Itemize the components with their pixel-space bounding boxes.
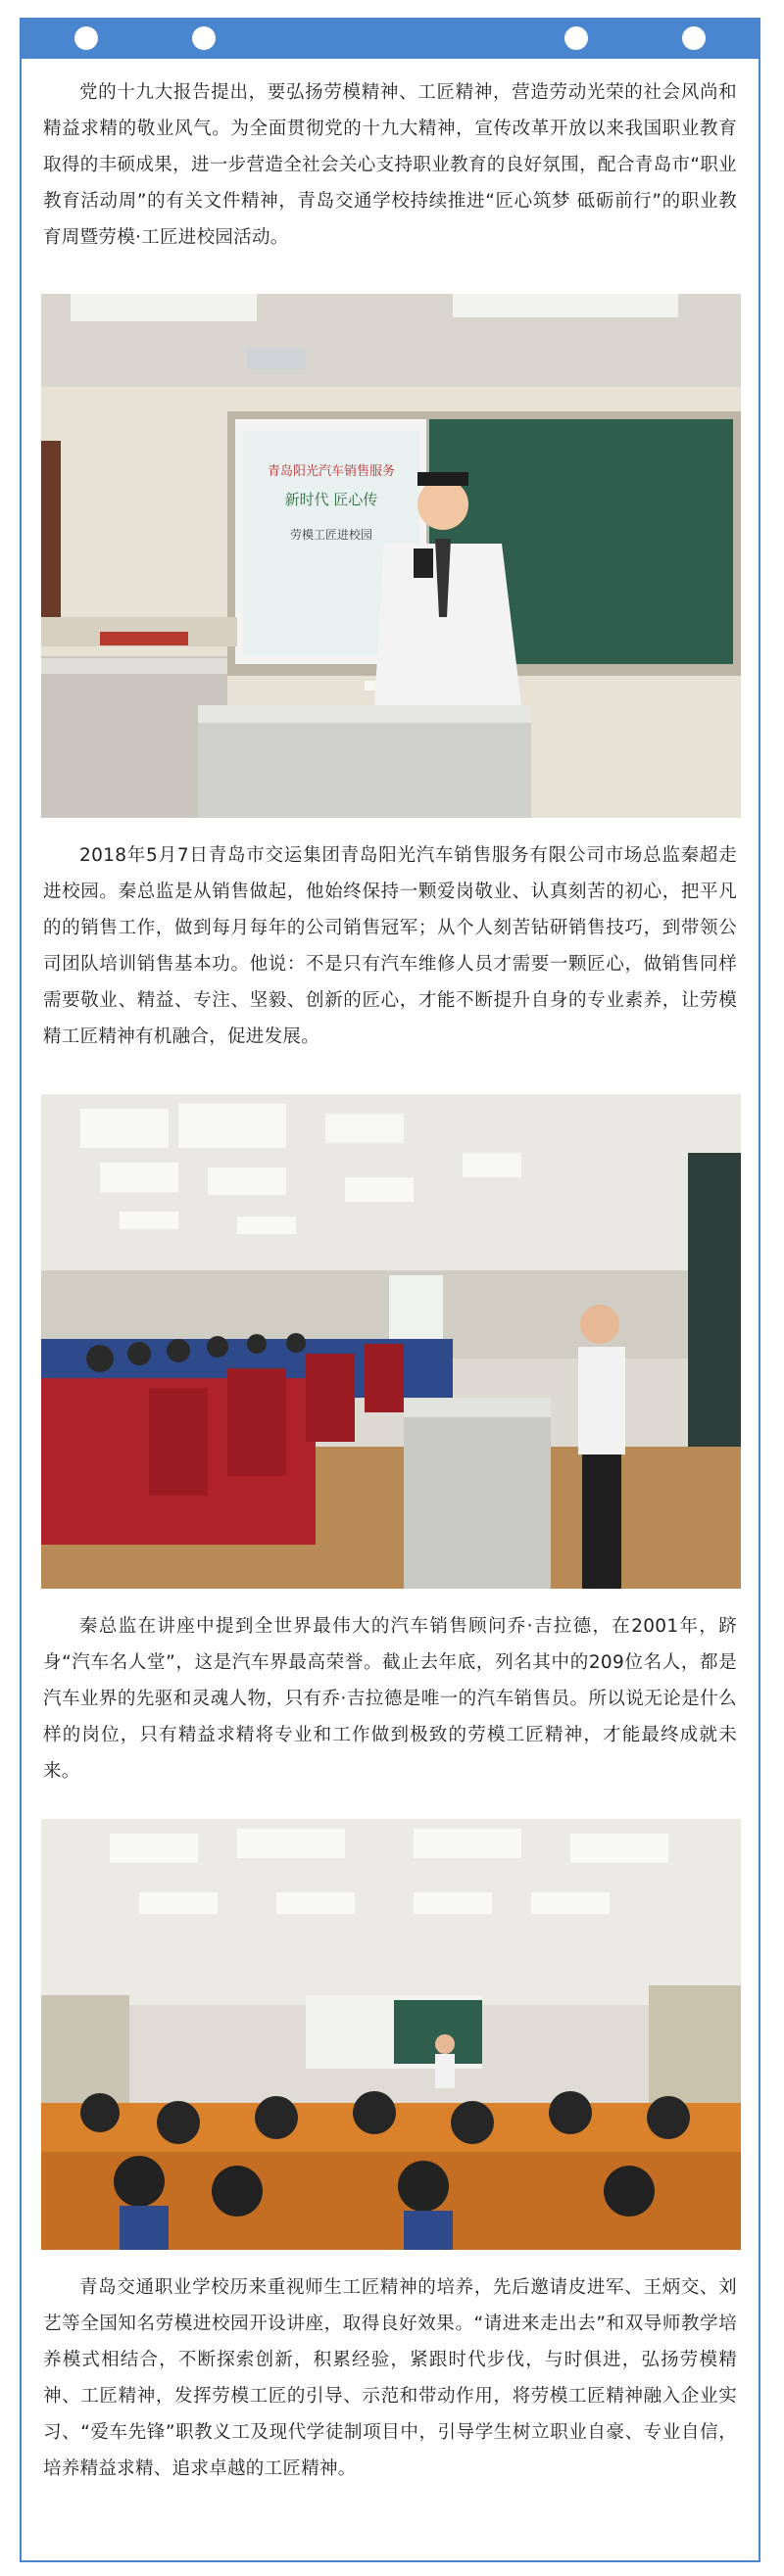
intro-paragraph: 党的十九大报告提出，要弘扬劳模精神、工匠精神，营造劳动光荣的社会风尚和精益求精的敬业风气。为全面贯彻党的十九大精神，宣传改革开放以来我国职业教育取得的丰硕成果，进一步营造全社会关心支持职业教育的良好氛围，配合青岛市“职业教育活动周”的有关文件精神，青岛交通学校持续推进“匠心筑梦 砥砺前行”的职业教育周暨劳模·工匠进校园活动。: [43, 82, 737, 248]
binder-hole-icon: [564, 26, 588, 50]
photo-audience-orange: [41, 1819, 741, 2250]
photo-lecture-hall-red: [41, 1094, 741, 1589]
header-bar: [20, 18, 760, 59]
summary-paragraph: 青岛交通职业学校历来重视师生工匠精神的培养，先后邀请皮进军、王炳交、刘艺等全国知名劳模进校园开设讲座，取得良好效果。“请进来走出去”和双导师教学培养模式相结合，不断探索创新，积累经验，紧跟时代步伐，与时俱进，弘扬劳模精神、工匠精神，发挥劳模工匠的引导、示范和带动作用，将劳模工匠精神融入企业实习、“爱车先锋”职教义工及现代学徒制项目中，引导学生树立职业自豪、专业自信，培养精益求精、追求卓越的工匠精神。: [43, 2277, 737, 2479]
visit-paragraph: 2018年5月7日青岛市交运集团青岛阳光汽车销售服务有限公司市场总监秦超走进校园。秦总监是从销售做起，他始终保持一颗爱岗敬业、认真刻苦的初心，把平凡的的销售工作，做到每月每年的公司销售冠军；从个人刻苦钻研销售技巧，到带领公司团队培训销售基本功。他说：不是只有汽车维修人员才需要一颗匠心，做销售同样需要敬业、精益、专注、坚毅、创新的匠心，才能不断提升自身的专业素养，让劳模精工匠精神有机融合，促进发展。: [43, 845, 737, 1047]
binder-hole-icon: [74, 26, 98, 50]
lecture-paragraph: 秦总监在讲座中提到全世界最伟大的汽车销售顾问乔·吉拉德，在2001年，跻身“汽车名人堂”，这是汽车界最高荣誉。截止去年底，列名其中的209位名人，都是汽车业界的先驱和灵魂人物，只有乔·吉拉德是唯一的汽车销售员。所以说无论是什么样的岗位，只有精益求精将专业和工作做到极致的劳模工匠精神，才能最终成就未来。: [43, 1616, 737, 1782]
photo-speaker-podium: [41, 294, 741, 818]
binder-hole-icon: [192, 26, 216, 50]
binder-hole-icon: [682, 26, 706, 50]
slide-subtitle: 劳模工匠进校园: [289, 528, 373, 542]
slide-title: 青岛阳光汽车销售服务: [267, 464, 396, 479]
slide-heading: 新时代 匠心传: [284, 491, 378, 508]
